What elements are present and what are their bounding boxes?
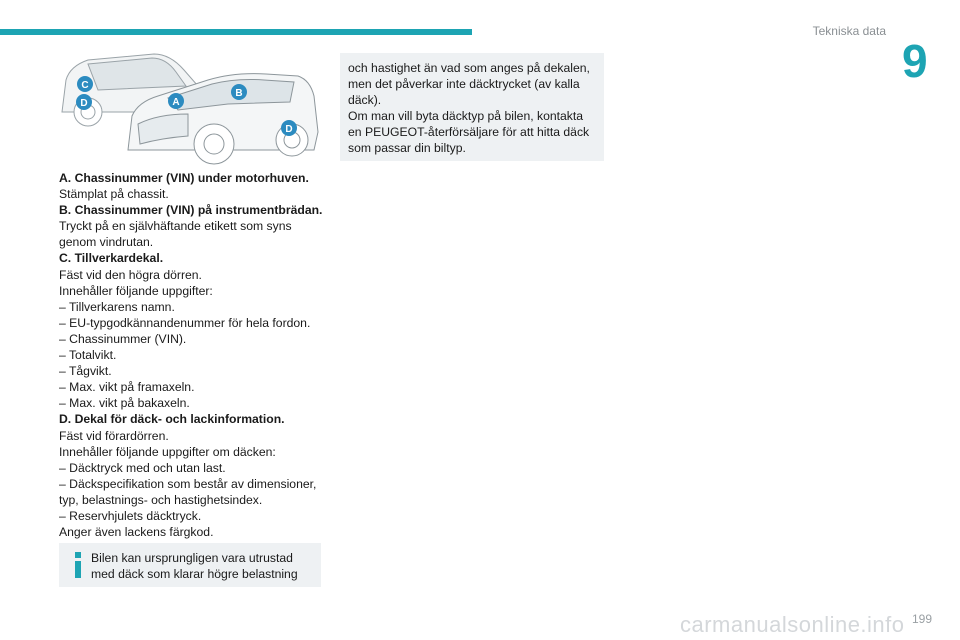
marker-d-rear xyxy=(76,94,92,110)
body-line: Fäst vid förardörren. xyxy=(59,428,169,443)
info-note-continued-text xyxy=(348,60,590,157)
chapter-number: 9 xyxy=(902,35,928,87)
body-line: Innehåller följande uppgifter: xyxy=(59,283,213,298)
body-line: – Tågvikt. xyxy=(59,364,112,379)
continued-line: men det påverkar inte däcktrycket (av kalla xyxy=(348,77,580,92)
continued-line: en PEUGEOT-återförsäljare för att hitta däck xyxy=(348,125,590,140)
body-line: – Däckspecifikation som består av dimensioner, xyxy=(59,476,317,491)
svg-text:D: D xyxy=(80,98,88,109)
body-line: genom vindrutan. xyxy=(59,235,154,250)
body-line: – Reservhjulets däcktryck. xyxy=(59,508,202,523)
body-line: Stämplat på chassit. xyxy=(59,187,169,202)
body-line: – Max. vikt på bakaxeln. xyxy=(59,396,190,411)
marker-b xyxy=(231,84,247,100)
svg-text:A: A xyxy=(172,97,180,108)
body-line: Fäst vid den högra dörren. xyxy=(59,267,202,282)
info-note-text xyxy=(91,550,298,582)
marker-d-front xyxy=(281,120,297,136)
item-heading: D. Dekal för däck- och lackinformation. xyxy=(59,412,285,427)
body-line: Innehåller följande uppgifter om däcken: xyxy=(59,444,276,459)
svg-text:D: D xyxy=(285,124,293,135)
svg-text:B: B xyxy=(235,88,243,99)
body-line: typ, belastnings- och hastighetsindex. xyxy=(59,492,263,507)
svg-text:C: C xyxy=(81,80,89,91)
item-heading: C. Tillverkardekal. xyxy=(59,251,164,266)
body-line: – Max. vikt på framaxeln. xyxy=(59,380,195,395)
item-heading: B. Chassinummer (VIN) på instrumentbrädan. xyxy=(59,203,323,218)
body-line: – EU-typgodkännandenummer för hela fordon. xyxy=(59,315,311,330)
body-line: Tryckt på en självhäftande etikett som syns xyxy=(59,219,292,234)
body-line: – Tillverkarens namn. xyxy=(59,299,175,314)
section-title: Tekniska data xyxy=(812,24,886,38)
body-line: – Chassinummer (VIN). xyxy=(59,331,187,346)
vin-location-description xyxy=(59,170,327,540)
continued-line: däck). xyxy=(348,93,382,108)
info-note-line: Bilen kan ursprungligen vara utrustad xyxy=(91,551,293,565)
info-note-line: med däck som klarar högre belastning xyxy=(91,567,298,582)
info-icon xyxy=(73,552,83,578)
marker-a xyxy=(168,93,184,109)
header-accent-bar xyxy=(0,29,472,35)
info-note-continued xyxy=(340,53,604,161)
item-heading: A. Chassinummer (VIN) under motorhuven. xyxy=(59,171,309,185)
body-line: Anger även lackens färgkod. xyxy=(59,525,214,540)
continued-line: Om man vill byta däcktyp på bilen, kontakta xyxy=(348,109,584,124)
watermark: carmanualsonline.info xyxy=(680,612,905,637)
continued-line: och hastighet än vad som anges på dekalen, xyxy=(348,61,590,75)
vehicle-illustration xyxy=(58,40,320,168)
continued-line: som passar din biltyp. xyxy=(348,141,466,156)
body-line: – Totalvikt. xyxy=(59,348,117,363)
body-line: – Däcktryck med och utan last. xyxy=(59,460,226,475)
page-number: 199 xyxy=(911,612,932,626)
info-note xyxy=(59,543,321,587)
marker-c xyxy=(77,76,93,92)
